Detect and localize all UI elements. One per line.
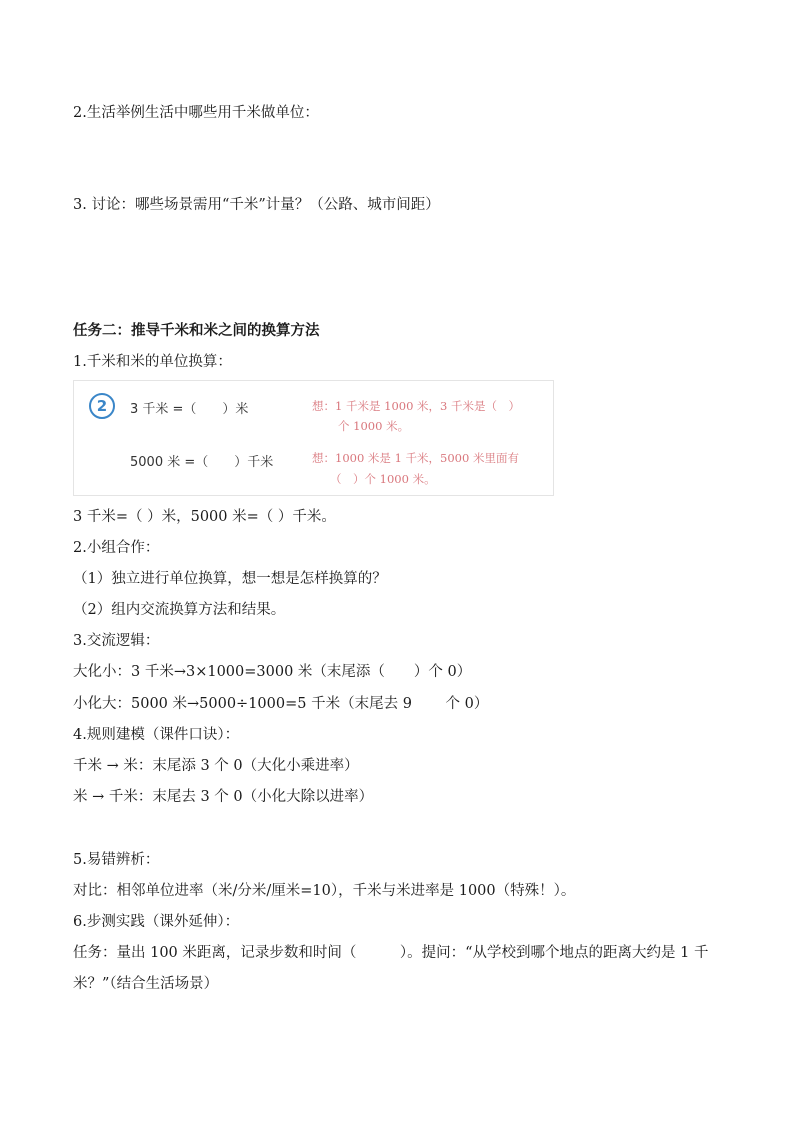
task2-title: 任务二：推导千米和米之间的换算方法	[73, 322, 320, 339]
example-hint-2-line2: （ ）个 1000 米。	[330, 472, 436, 486]
task2-item4-2: 米 → 千米：末尾去 3 个 0（小化大除以进率）	[73, 789, 374, 805]
task2-fill-blank: 3 千米=（ ）米，5000 米=（ ）千米。	[73, 509, 336, 525]
task2-item1: 1.千米和米的单位换算：	[73, 354, 232, 370]
task2-item2: 2.小组合作：	[73, 540, 160, 556]
task2-item3-2: 小化大：5000 米→5000÷1000=5 千米（末尾去 9 个 0）	[73, 696, 489, 712]
task2-item6-1: 任务：量出 100 米距离，记录步数和时间（ ）。提问：“从学校到哪个地点的距离大约是 1 千米？”（结合生活场景）	[73, 945, 709, 992]
example-number-badge: 2	[89, 393, 115, 419]
task2-item4: 4.规则建模（课件口诀）：	[73, 727, 240, 743]
task2-item2-2: （2）组内交流换算方法和结果。	[73, 602, 286, 618]
task2-item3: 3.交流逻辑：	[73, 633, 160, 649]
example-hint-1-line1: 想：1 千米是 1000 米，3 千米是（ ）	[312, 399, 521, 413]
example-hint-2-line1: 想：1000 米是 1 千米，5000 米里面有	[312, 451, 519, 465]
example-question-2: 5000 米 =（ ）千米	[130, 455, 274, 470]
task2-item2-1: （1）独立进行单位换算，想一想是怎样换算的？	[73, 571, 387, 587]
example-question-1: 3 千米 =（ ）米	[130, 402, 249, 417]
section1-item3: 3. 讨论：哪些场景需用“千米”计量？（公路、城市间距）	[73, 197, 440, 213]
section1-item2: 2.生活举例生活中哪些用千米做单位：	[73, 105, 319, 121]
task2-item5-1: 对比：相邻单位进率（米/分米/厘米=10），千米与米进率是 1000（特殊！）。	[73, 883, 576, 899]
task2-item3-1: 大化小：3 千米→3×1000=3000 米（末尾添（ ）个 0）	[73, 664, 472, 680]
example-hint-1-line2: 个 1000 米。	[338, 419, 410, 433]
task2-item5: 5.易错辨析：	[73, 852, 160, 868]
task2-item4-1: 千米 → 米：末尾添 3 个 0（大化小乘进率）	[73, 758, 359, 774]
conversion-example-figure	[73, 380, 554, 496]
task2-item6: 6.步测实践（课外延伸）：	[73, 914, 240, 930]
